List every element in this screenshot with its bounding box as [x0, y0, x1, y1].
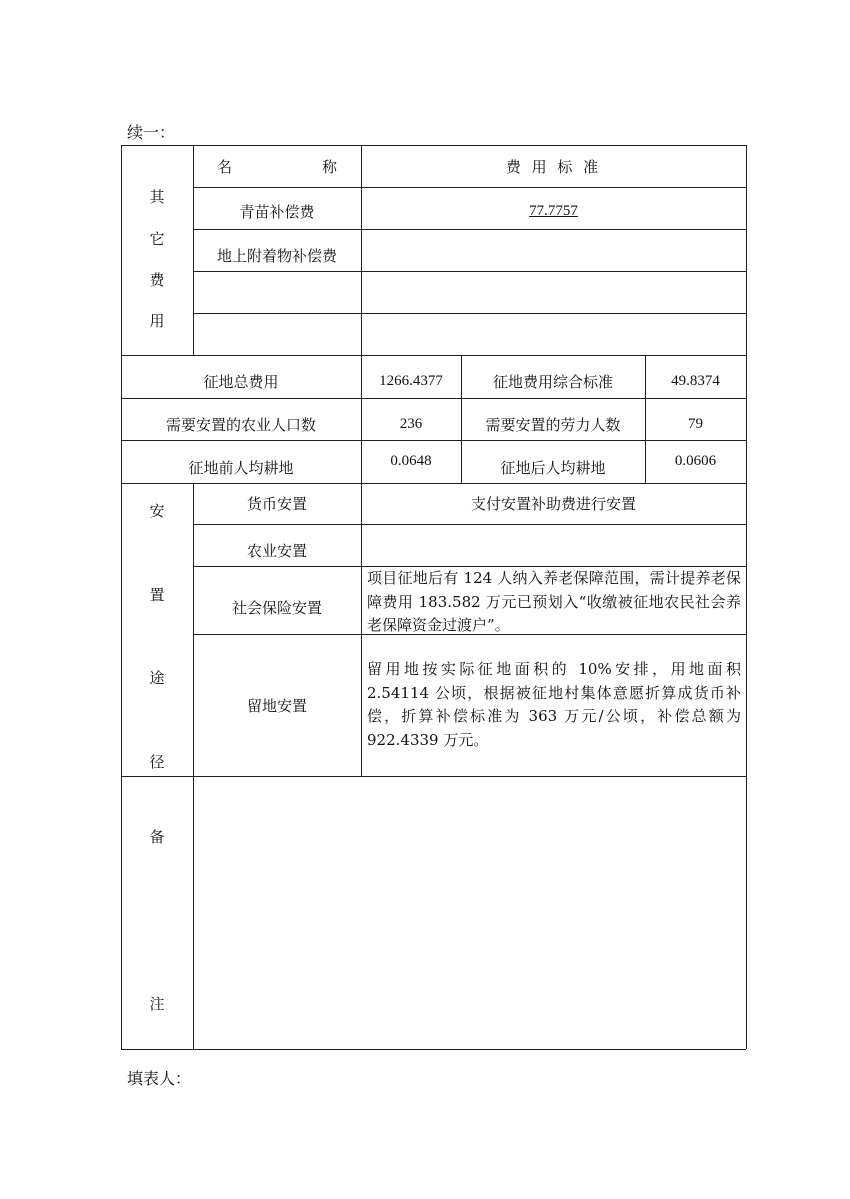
divider: [193, 187, 746, 188]
summary-label: 征地后人均耕地: [500, 458, 606, 477]
resettlement-value: 留用地按实际征地面积的 10%安排，用地面积 2.54114 公顷，根据被征地村集体意愿折算成货币补偿，折算补偿标准为 363 万元/公顷，补偿总额为 922.4339 万元。: [367, 660, 741, 749]
summary-value: 1266.4377: [379, 373, 443, 389]
fee-value: [361, 229, 746, 271]
continuation-caption: 续一：: [127, 123, 176, 142]
table-border-right: [746, 145, 747, 1049]
resettlement-name: 社会保险安置: [231, 598, 322, 617]
fee-value: [361, 313, 746, 355]
resettlement-name: 农业安置: [246, 542, 307, 560]
header-name-left: 名: [217, 157, 233, 176]
fee-value-text: 77.7757: [529, 202, 578, 219]
filled-by-label: 填表人：: [127, 1069, 192, 1088]
resettlement-value: [361, 524, 746, 566]
summary-label: 征地费用综合标准: [492, 373, 613, 391]
fee-value: [361, 271, 746, 313]
summary-label: 需要安置的农业人口数: [165, 415, 316, 434]
summary-label: 征地前人均耕地: [188, 458, 294, 477]
label-char: 备: [149, 828, 165, 846]
summary-value: 0.0606: [674, 452, 717, 469]
label-char: 它: [149, 230, 165, 248]
label-char: 置: [149, 586, 165, 604]
header-standard: 费 用 标 准: [505, 157, 602, 176]
summary-value: 0.0648: [390, 452, 432, 469]
header-name: [193, 145, 361, 187]
header-name-right: 称: [321, 157, 337, 176]
summary-label: 需要安置的劳力人数: [485, 415, 621, 434]
remarks-value: [193, 776, 746, 1049]
fee-name: 青苗补偿费: [239, 202, 315, 221]
summary-value: 236: [399, 415, 423, 432]
fee-name: [193, 271, 361, 313]
summary-value: 79: [688, 415, 703, 432]
label-char: 径: [149, 753, 165, 771]
label-char: 费: [149, 271, 165, 289]
resettlement-name: 留地安置: [246, 696, 307, 715]
fee-name: 地上附着物补偿费: [216, 246, 337, 265]
divider: [121, 355, 746, 356]
label-char: 途: [149, 669, 165, 687]
resettlement-value: 支付安置补助费进行安置: [470, 495, 636, 513]
summary-label: 征地总费用: [203, 373, 279, 391]
summary-value: 49.8374: [671, 373, 720, 389]
label-char: 其: [149, 188, 165, 206]
label-char: 用: [149, 312, 165, 330]
label-char: 安: [149, 502, 165, 520]
label-char: 注: [149, 995, 165, 1013]
fee-name: [193, 313, 361, 355]
resettlement-value: 项目征地后有 124 人纳入养老保障范围，需计提养老保障费用 183.582 万元已预划入“收缴被征地农民社会养老保障资金过渡户”。: [367, 569, 741, 634]
fee-value: [361, 190, 746, 232]
resettlement-name: 货币安置: [246, 495, 307, 513]
table-border-bottom: [121, 1049, 746, 1050]
